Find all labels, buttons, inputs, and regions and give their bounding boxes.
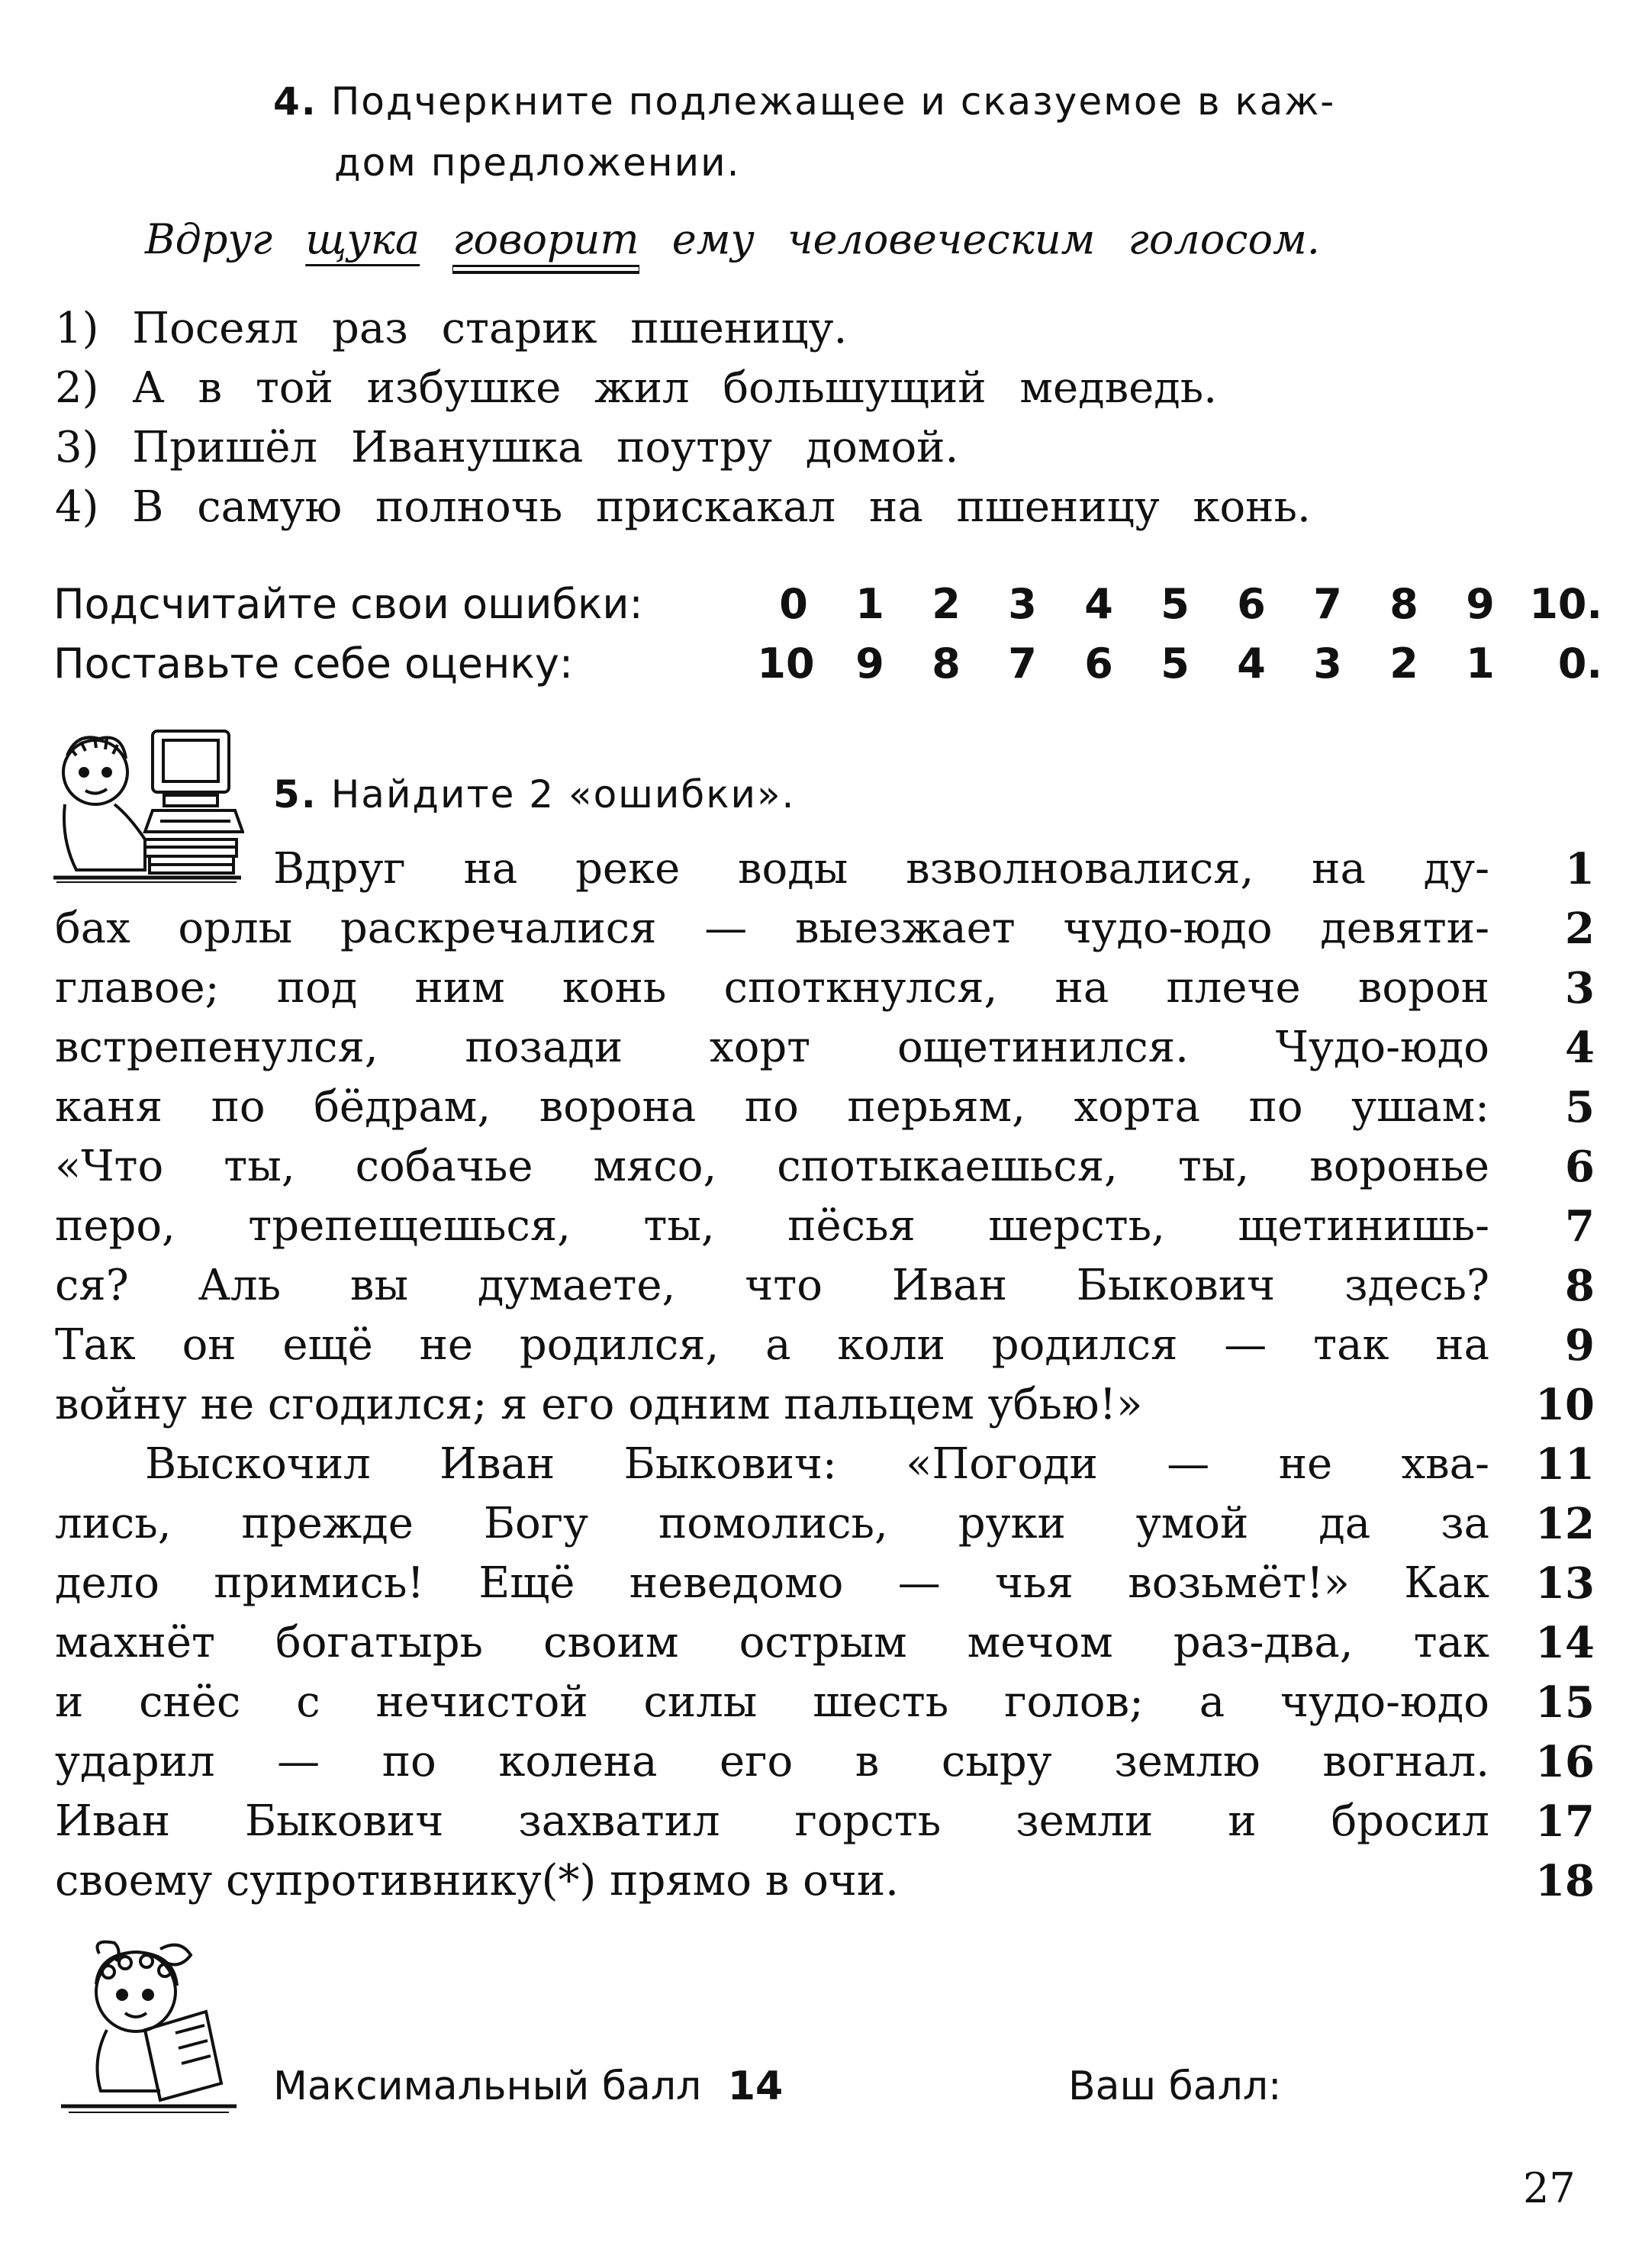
grade-value: 1 (1466, 639, 1495, 688)
line-number: 10 (1535, 1380, 1595, 1430)
text-line: своему супротивнику(*) прямо в очи. (55, 1856, 899, 1906)
line-number: 18 (1535, 1856, 1595, 1906)
task5-heading (273, 772, 795, 817)
text-line: лись, прежде Богу помолись, руки умой да за (55, 1499, 1489, 1548)
grade-value: 7 (1008, 639, 1037, 688)
example-subject: щука (305, 215, 420, 263)
task5-number: 5. (273, 772, 317, 817)
text-line: махнёт богатырь своим острым мечом раз-два, так (55, 1618, 1489, 1667)
errors-value: 8 (1389, 580, 1418, 628)
girl-reading-book-icon (46, 1938, 244, 2121)
line-number: 6 (1565, 1142, 1595, 1192)
text-line: Так он ещё не родился, а коли родился — так на (55, 1320, 1489, 1370)
task4-title-line1: Подчеркните подлежащее и сказуемое в каж- (330, 79, 1336, 124)
task5-title: Найдите 2 «ошибки». (330, 772, 796, 817)
grade-value: 10 (757, 639, 815, 688)
max-score-label: Максимальный балл (273, 2063, 702, 2109)
line-number: 15 (1535, 1677, 1595, 1728)
errors-value: 9 (1466, 580, 1495, 628)
line-number: 11 (1535, 1439, 1595, 1490)
line-number: 4 (1565, 1023, 1595, 1073)
text-line: войну не сгодился; я его одним пальцем убью!» (55, 1380, 1143, 1429)
errors-row (0, 574, 1642, 635)
task4-sentence-3: 3) Пришёл Иванушка поутру домой. (55, 423, 959, 472)
line-number: 7 (1565, 1201, 1595, 1252)
errors-label: Подсчитайте свои ошибки: (53, 580, 643, 628)
text-line: перо, трепещешься, ты, пёсья шерсть, щетинишь- (55, 1201, 1489, 1251)
errors-value: 1 (855, 580, 884, 628)
text-line: каня по бёдрам, ворона по перьям, хорта по ушам: (55, 1082, 1489, 1132)
text-line: главое; под ним конь споткнулся, на плече ворон (55, 963, 1489, 1013)
text-line: и снёс с нечистой силы шесть голов; а чудо-юдо (55, 1677, 1489, 1727)
text-line: Иван Быкович захватил горсть земли и бросил (55, 1796, 1489, 1846)
task4-example (145, 215, 1320, 263)
task4-heading (273, 79, 1335, 124)
grade-value: 4 (1237, 639, 1266, 688)
errors-value: 5 (1161, 580, 1190, 628)
grade-value: 6 (1084, 639, 1113, 688)
grade-value: 3 (1313, 639, 1342, 688)
grade-value: 0. (1557, 639, 1602, 688)
text-line: бах орлы раскречалися — выезжает чудо-юдо девяти- (55, 904, 1489, 953)
your-score-label: Ваш балл: (1068, 2063, 1282, 2109)
text-line: встрепенулся, позади хорт ощетинился. Чудо-юдо (55, 1023, 1489, 1072)
line-number: 13 (1535, 1558, 1595, 1609)
grade-value: 8 (932, 639, 961, 688)
example-word-1: Вдруг (145, 215, 273, 263)
grades-label: Поставьте себе оценку: (53, 639, 574, 688)
line-number: 2 (1565, 904, 1595, 954)
line-number: 14 (1535, 1618, 1595, 1668)
task4-title-line2: дом предложении. (334, 140, 741, 185)
errors-value: 2 (932, 580, 961, 628)
errors-value: 0 (779, 580, 808, 628)
example-predicate: говорит (452, 215, 639, 267)
grades-row (0, 633, 1642, 694)
text-line: Выскочил Иван Быкович: «Погоди — не хва- (145, 1439, 1489, 1489)
task4-number: 4. (273, 79, 317, 124)
grade-value: 5 (1161, 639, 1190, 688)
text-line: ся? Аль вы думаете, что Иван Быкович здесь? (55, 1261, 1489, 1310)
line-number: 3 (1565, 963, 1595, 1013)
text-line: «Что ты, собачье мясо, спотыкаешься, ты, воронье (55, 1142, 1489, 1191)
errors-value: 4 (1084, 580, 1113, 628)
line-number: 16 (1535, 1737, 1595, 1787)
line-number: 1 (1565, 844, 1595, 894)
errors-value: 3 (1008, 580, 1037, 628)
errors-value: 10. (1529, 580, 1602, 628)
line-number: 17 (1535, 1796, 1595, 1847)
line-number: 8 (1565, 1261, 1595, 1311)
max-score-value: 14 (727, 2063, 784, 2109)
task4-sentence-2: 2) А в той избушке жил большущий медведь. (55, 363, 1218, 413)
task4-sentence-4: 4) В самую полночь прискакал на пшеницу конь. (55, 482, 1311, 532)
errors-value: 6 (1237, 580, 1266, 628)
text-line: Вдруг на реке воды взволновалися, на ду- (273, 844, 1489, 894)
line-number: 5 (1565, 1082, 1595, 1132)
grade-value: 2 (1389, 639, 1418, 688)
text-line: ударил — по колена его в сыру землю вогнал. (55, 1737, 1489, 1786)
max-score (273, 2063, 783, 2109)
line-number: 9 (1565, 1320, 1595, 1371)
text-line: дело примись! Ещё неведомо — чья возьмёт!» Как (55, 1558, 1489, 1608)
page-number: 27 (1523, 2164, 1576, 2212)
line-number: 12 (1535, 1499, 1595, 1549)
task4-sentence-1: 1) Посеял раз старик пшеницу. (55, 304, 848, 353)
errors-value: 7 (1313, 580, 1342, 628)
boy-at-computer-icon (31, 725, 244, 893)
grade-value: 9 (855, 639, 884, 688)
example-rest: ему человеческим голосом. (671, 215, 1320, 263)
